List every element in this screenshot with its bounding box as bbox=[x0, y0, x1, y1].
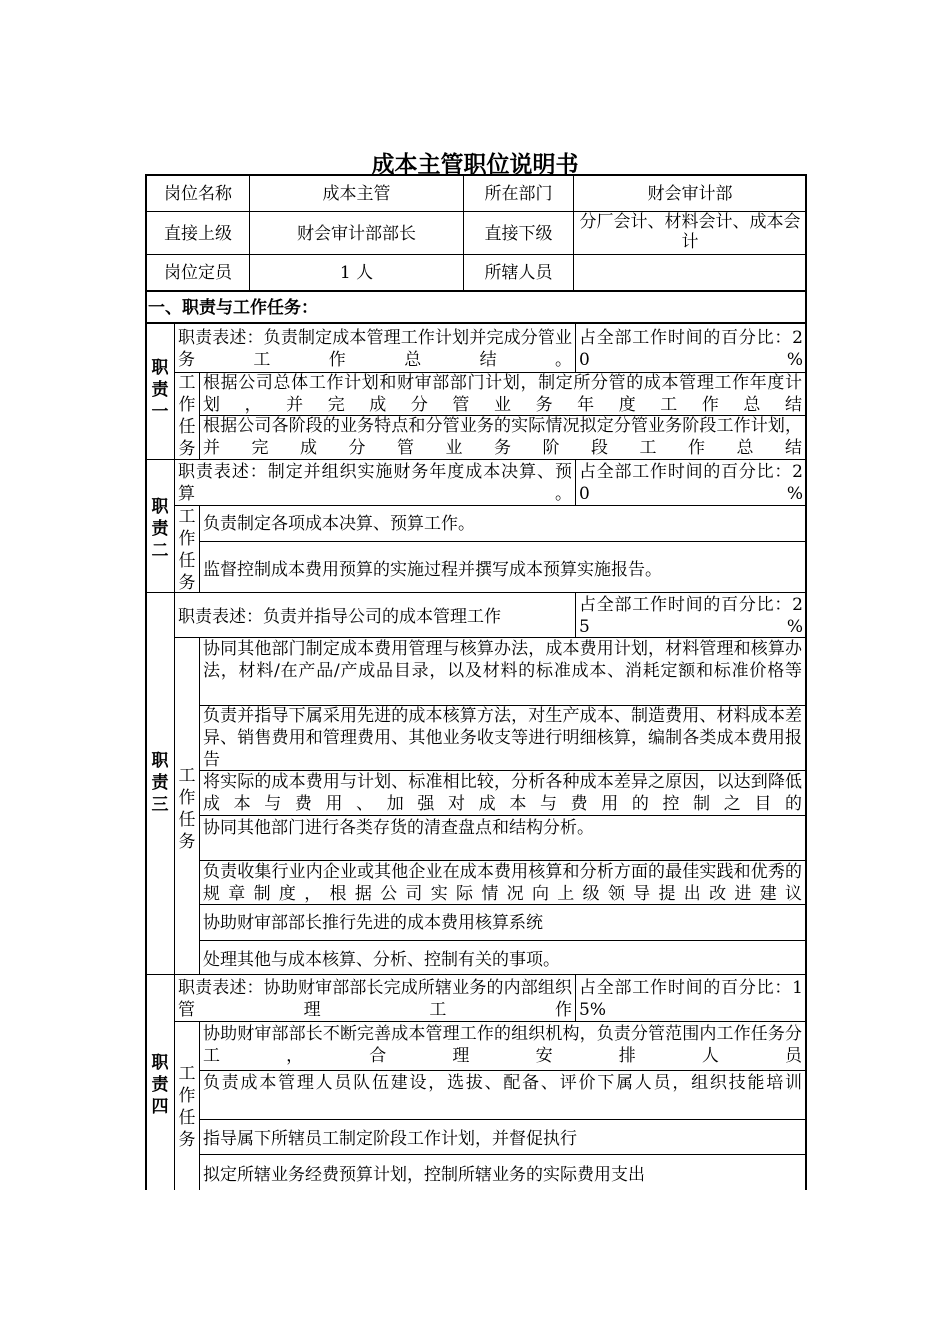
duty-3-description: 职责表述：负责并指导公司的成本管理工作 bbox=[178, 607, 501, 627]
label-direct-subordinate: 直接下级 bbox=[484, 224, 553, 244]
value-direct-subordinate: 分厂会计、材料会计、成本会计 bbox=[579, 212, 801, 252]
value-position-name: 成本主管 bbox=[322, 184, 391, 204]
section-heading: 一、职责与工作任务： bbox=[148, 298, 318, 318]
duty-3-task-7: 处理其他与成本核算、分析、控制有关的事项。 bbox=[203, 950, 560, 970]
duty-3-task-label: 工作任务 bbox=[178, 766, 196, 852]
value-department: 财会审计部 bbox=[647, 184, 733, 204]
label-position-name: 岗位名称 bbox=[164, 184, 232, 204]
duty-1-task-2: 根据公司各阶段的业务特点和分管业务的实际情况拟定分管业务阶段工作计划，并完成分管业务阶段工作总结 bbox=[203, 416, 802, 458]
duty-3-task-4: 协同其他部门进行各类存货的清查盘点和结构分析。 bbox=[203, 818, 594, 838]
duty-3-task-3: 将实际的成本费用与计划、标准相比较，分析各种成本差异之原因，以达到降低成本与费用、加强对成本与费用的控制之目的 bbox=[203, 772, 802, 814]
label-direct-superior: 直接上级 bbox=[164, 224, 232, 244]
duty-2-task-2: 监督控制成本费用预算的实施过程并撰写成本预算实施报告。 bbox=[203, 560, 662, 580]
document-title: 成本主管职位说明书 bbox=[371, 152, 579, 178]
duty-1-label: 职责一 bbox=[151, 358, 169, 422]
value-headcount: 1 人 bbox=[339, 263, 374, 283]
duty-2-description: 职责表述：制定并组织实施财务年度成本决算、预算。 bbox=[178, 462, 572, 504]
label-headcount: 岗位定员 bbox=[164, 263, 232, 283]
duty-4-task-1: 协助财审部部长不断完善成本管理工作的组织机构，负责分管范围内工作任务分工，合理安排人员 bbox=[203, 1024, 802, 1066]
duty-3-label: 职责三 bbox=[151, 751, 169, 815]
duty-2-task-label: 工作任务 bbox=[178, 507, 196, 593]
duty-4-task-label: 工作任务 bbox=[178, 1064, 196, 1150]
duty-3-task-5: 负责收集行业内企业或其他企业在成本费用核算和分析方面的最佳实践和优秀的规章制度，根据公司实际情况向上级领导提出改进建议 bbox=[203, 862, 802, 904]
duty-2-percent: 占全部工作时间的百分比：20 % bbox=[579, 462, 803, 504]
label-department: 所在部门 bbox=[484, 184, 553, 204]
duty-4-description: 职责表述：协助财审部部长完成所辖业务的内部组织管理工作 bbox=[178, 978, 572, 1020]
duty-4-task-4: 拟定所辖业务经费预算计划，控制所辖业务的实际费用支出 bbox=[203, 1165, 645, 1185]
duty-1-description: 职责表述：负责制定成本管理工作计划并完成分管业务工作总结。 bbox=[178, 328, 572, 370]
duty-3-task-6: 协助财审部部长推行先进的成本费用核算系统 bbox=[203, 913, 543, 933]
duty-4-task-3: 指导属下所辖员工制定阶段工作计划，并督促执行 bbox=[203, 1129, 577, 1149]
label-staff: 所辖人员 bbox=[484, 263, 553, 283]
duty-4-percent: 占全部工作时间的百分比：15% bbox=[579, 978, 803, 1020]
duty-3-percent: 占全部工作时间的百分比：25 % bbox=[579, 595, 803, 637]
duty-1-task-label: 工作任务 bbox=[178, 373, 196, 459]
duty-4-task-2: 负责成本管理人员队伍建设，选拔、配备、评价下属人员，组织技能培训 bbox=[203, 1073, 802, 1093]
value-direct-superior: 财会审计部部长 bbox=[297, 224, 416, 244]
duty-3-task-1: 协同其他部门制定成本费用管理与核算办法，成本费用计划，材料管理和核算办法，材料/在产品/产成品目录，以及材料的标准成本、消耗定额和标准价格等 bbox=[203, 639, 802, 681]
duty-2-task-1: 负责制定各项成本决算、预算工作。 bbox=[203, 514, 475, 534]
duty-1-percent: 占全部工作时间的百分比：20 % bbox=[579, 328, 803, 370]
duty-4-label: 职责四 bbox=[151, 1053, 169, 1117]
duty-2-label: 职责二 bbox=[151, 497, 169, 561]
duty-1-task-1: 根据公司总体工作计划和财审部部门计划，制定所分管的成本管理工作年度计划，并完成分管业务年度工作总结 bbox=[203, 373, 802, 415]
duty-3-task-2: 负责并指导下属采用先进的成本核算方法，对生产成本、制造费用、材料成本差异、销售费用和管理费用、其他业务收支等进行明细核算，编制各类成本费用报告 bbox=[203, 706, 802, 770]
